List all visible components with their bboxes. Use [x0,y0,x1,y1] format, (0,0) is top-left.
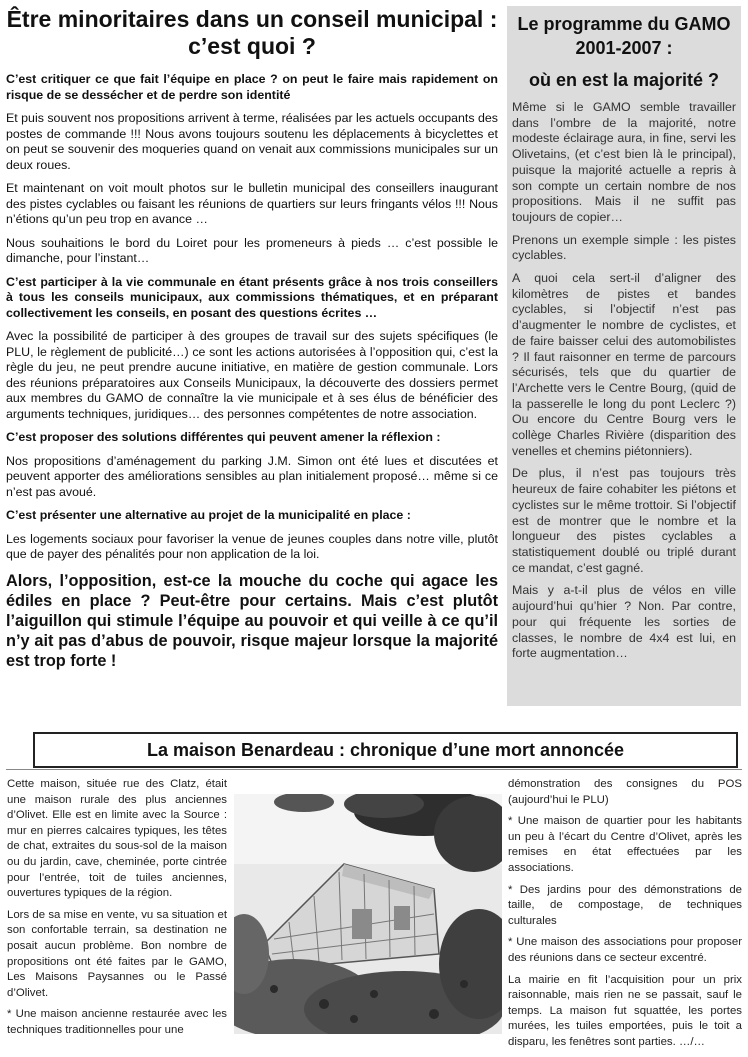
sidebar-paragraph-5: Mais y a-t-il plus de vélos en ville aujourd’hui qu’hier ? Non. Par contre, pour qui fréquente les sorties de classes, le nombre de 4x4 est lui, en forte augmentation… [512,583,736,661]
article-right-paragraph-5: La mairie en fit l’acquisition pour un prix raisonnable, mais rien ne se passait, sauf le temps. La maison fut squattée, les portes murées, les tuiles emportées, puis le toit a disparu, les fenêtres sont parties. …/… [508,973,742,1048]
article-right-paragraph-4: * Une maison des associations pour proposer des réunions dans ce secteur excentré. [508,936,742,964]
article-left-paragraph-3: * Une maison ancienne restaurée avec les techniques traditionnelles pour une [7,1008,227,1036]
sidebar-title: Le programme du GAMO 2001-2007 : [517,14,731,58]
article-title-banner [33,732,738,768]
main-paragraph-4: Nous souhaitions le bord du Loiret pour les promeneurs à pieds … c’est possible le dimanche, pour l’instant… [6,235,498,265]
main-paragraph-8: Les logements sociaux pour favoriser la venue de jeunes couples dans notre ville, plutôt que de payer des pénalités pour non application de la loi. [6,531,498,561]
sidebar-paragraph-1: Même si le GAMO semble travailler dans l’ombre de la majorité, notre modeste éclairage aura, in fine, servi les Olivetains, (et c’est bien là le principal), puisque la majorité actuelle a repris à son compte un certain nombre de nos propositions. Mais il ne suffit pas toujours de copier… [512,100,736,224]
article-right-paragraph-3: * Des jardins pour des démonstrations de taille, de compostage, de techniques culturales [508,883,742,927]
article-left-paragraph-2: Lors de sa mise en vente, vu sa situation et son confortable terrain, sa destination ne posait aucun problème. Bon nombre de propositions ont été faites par le GAMO, Les Maisons Paysannes ou le Passé d’Olivet. [7,908,227,999]
article-right-column [508,777,742,1057]
article-left-paragraph-1: Cette maison, située rue des Clatz, était une maison rurale des plus anciennes d’Olivet. Elle est en limite avec la Source : mur en pierres calcaires typiques, les têtes de chat, extraites du sous-sol de la maison ou du jardin, cave, cheminée, porte cintrée pour l’entrée, toit de tuiles anciennes, ouvertures typiques de la région. [7,778,227,900]
main-paragraph-2: Et puis souvent nos propositions arrivent à terme, réalisées par les actuels occupants des postes de commande !!! Nous avons toujours soutenu les déplacements à bicyclettes et on peut se souvenir des moqueries quand on venait aux commissions municipales sur un deux roues. [6,111,498,172]
sidebar-paragraph-3: A quoi cela sert-il d’aligner des kilomètres de pistes et bandes cyclables, si l’objectif n’est pas d’augmenter le nombre de cyclistes, et de faire baisser celui des automobilistes ? Il faut raisonner en terme de parcours sécurisés, tels que du quartier de l’Archette vers le Centre Bourg, (quid de la passerelle le long du pont Leclerc ?) Ou encore du Centre Bourg vers le collège Charles Rivière (disparition des venelles et chemins piétonniers). [512,271,736,458]
article-left-column [7,777,227,1045]
article-right-paragraph-1: démonstration des consignes du POS (aujourd’hui le PLU) [508,778,742,806]
main-heading-1: C’est proposer des solutions différentes qui peuvent amener la réflexion : [6,430,441,444]
main-paragraph-6: Avec la possibilité de participer à des groupes de travail sur des sujets spécifiques (le PLU, le règlement de publicité…) ce sont les actions autorisées à l’opposition qui, c’est la règle du jeu, ne peut prendre aucune initiative, en matière de gestion communale. Lors des réunions préparatoires aux Conseils Municipaux, la découverte des dossiers permet aux membres du GAMO de connaître la vie municipale et à ses élus de bénéficier des arguments techniques, juridiques… des personnes compétentes de notre association. [6,329,498,421]
main-heading-2: C’est présenter une alternative au projet de la municipalité en place : [6,508,411,522]
sidebar-paragraph-4: De plus, il n’est pas toujours très heureux de faire cohabiter les piétons et cyclistes sur le même trottoir. Si l’objectif est de montrer que le nombre et la longueur des pistes cyclables a statistiquement doublé ou triplé durant ce mandat, c’est gagné. [512,466,736,575]
house-photo [234,794,502,1034]
main-paragraph-7: Nos propositions d’aménagement du parking J.M. Simon ont été lues et discutées et peuvent apporter des améliorations sensibles au plan initialement proposé… même si ce n’est pas avoué. [6,453,498,499]
divider [6,769,742,770]
main-column [6,6,498,671]
sidebar-paragraph-2: Prenons un exemple simple : les pistes cyclables. [512,232,736,263]
main-paragraph-1: C’est critiquer ce que fait l’équipe en place ? on peut le faire mais rapidement on risque de se dessécher et de perdre son identité [6,72,498,102]
main-closing: Alors, l’opposition, est-ce la mouche du coche qui agace les édiles en place ? Peut-être pour certains. Mais c’est plutôt l’aiguillon qui stimule l’équipe au pouvoir et qui veille à ce qu’il n’y ait pas d’abus de pouvoir, risque majeur lorsque la majorité est trop forte ! [6,571,498,670]
main-title: Être minoritaires dans un conseil municipal : c’est quoi ? [6,6,498,59]
article-right-paragraph-2: * Une maison de quartier pour les habitants un peu à l’écart du Centre d’Olivet, après les remises en état effectuées par les associations. [508,815,742,874]
article-title: La maison Benardeau : chronique d’une mort annoncée [146,739,625,760]
sidebar-box [507,6,741,706]
sidebar-subtitle: où en est la majorité ? [528,70,720,90]
main-paragraph-5: C’est participer à la vie communale en étant présents grâce à nos trois conseillers à tous les conseils municipaux, aux commissions thématiques, et en préparant collectivement les conseils, en posant des questions écrites … [6,274,498,320]
main-paragraph-3: Et maintenant on voit moult photos sur le bulletin municipal des conseillers inaugurant des pistes cyclables ou faisant les réunions de quartiers sur leurs fringants vélos !!! Nous n’étions qu’un peu trop en avance … [6,181,498,226]
